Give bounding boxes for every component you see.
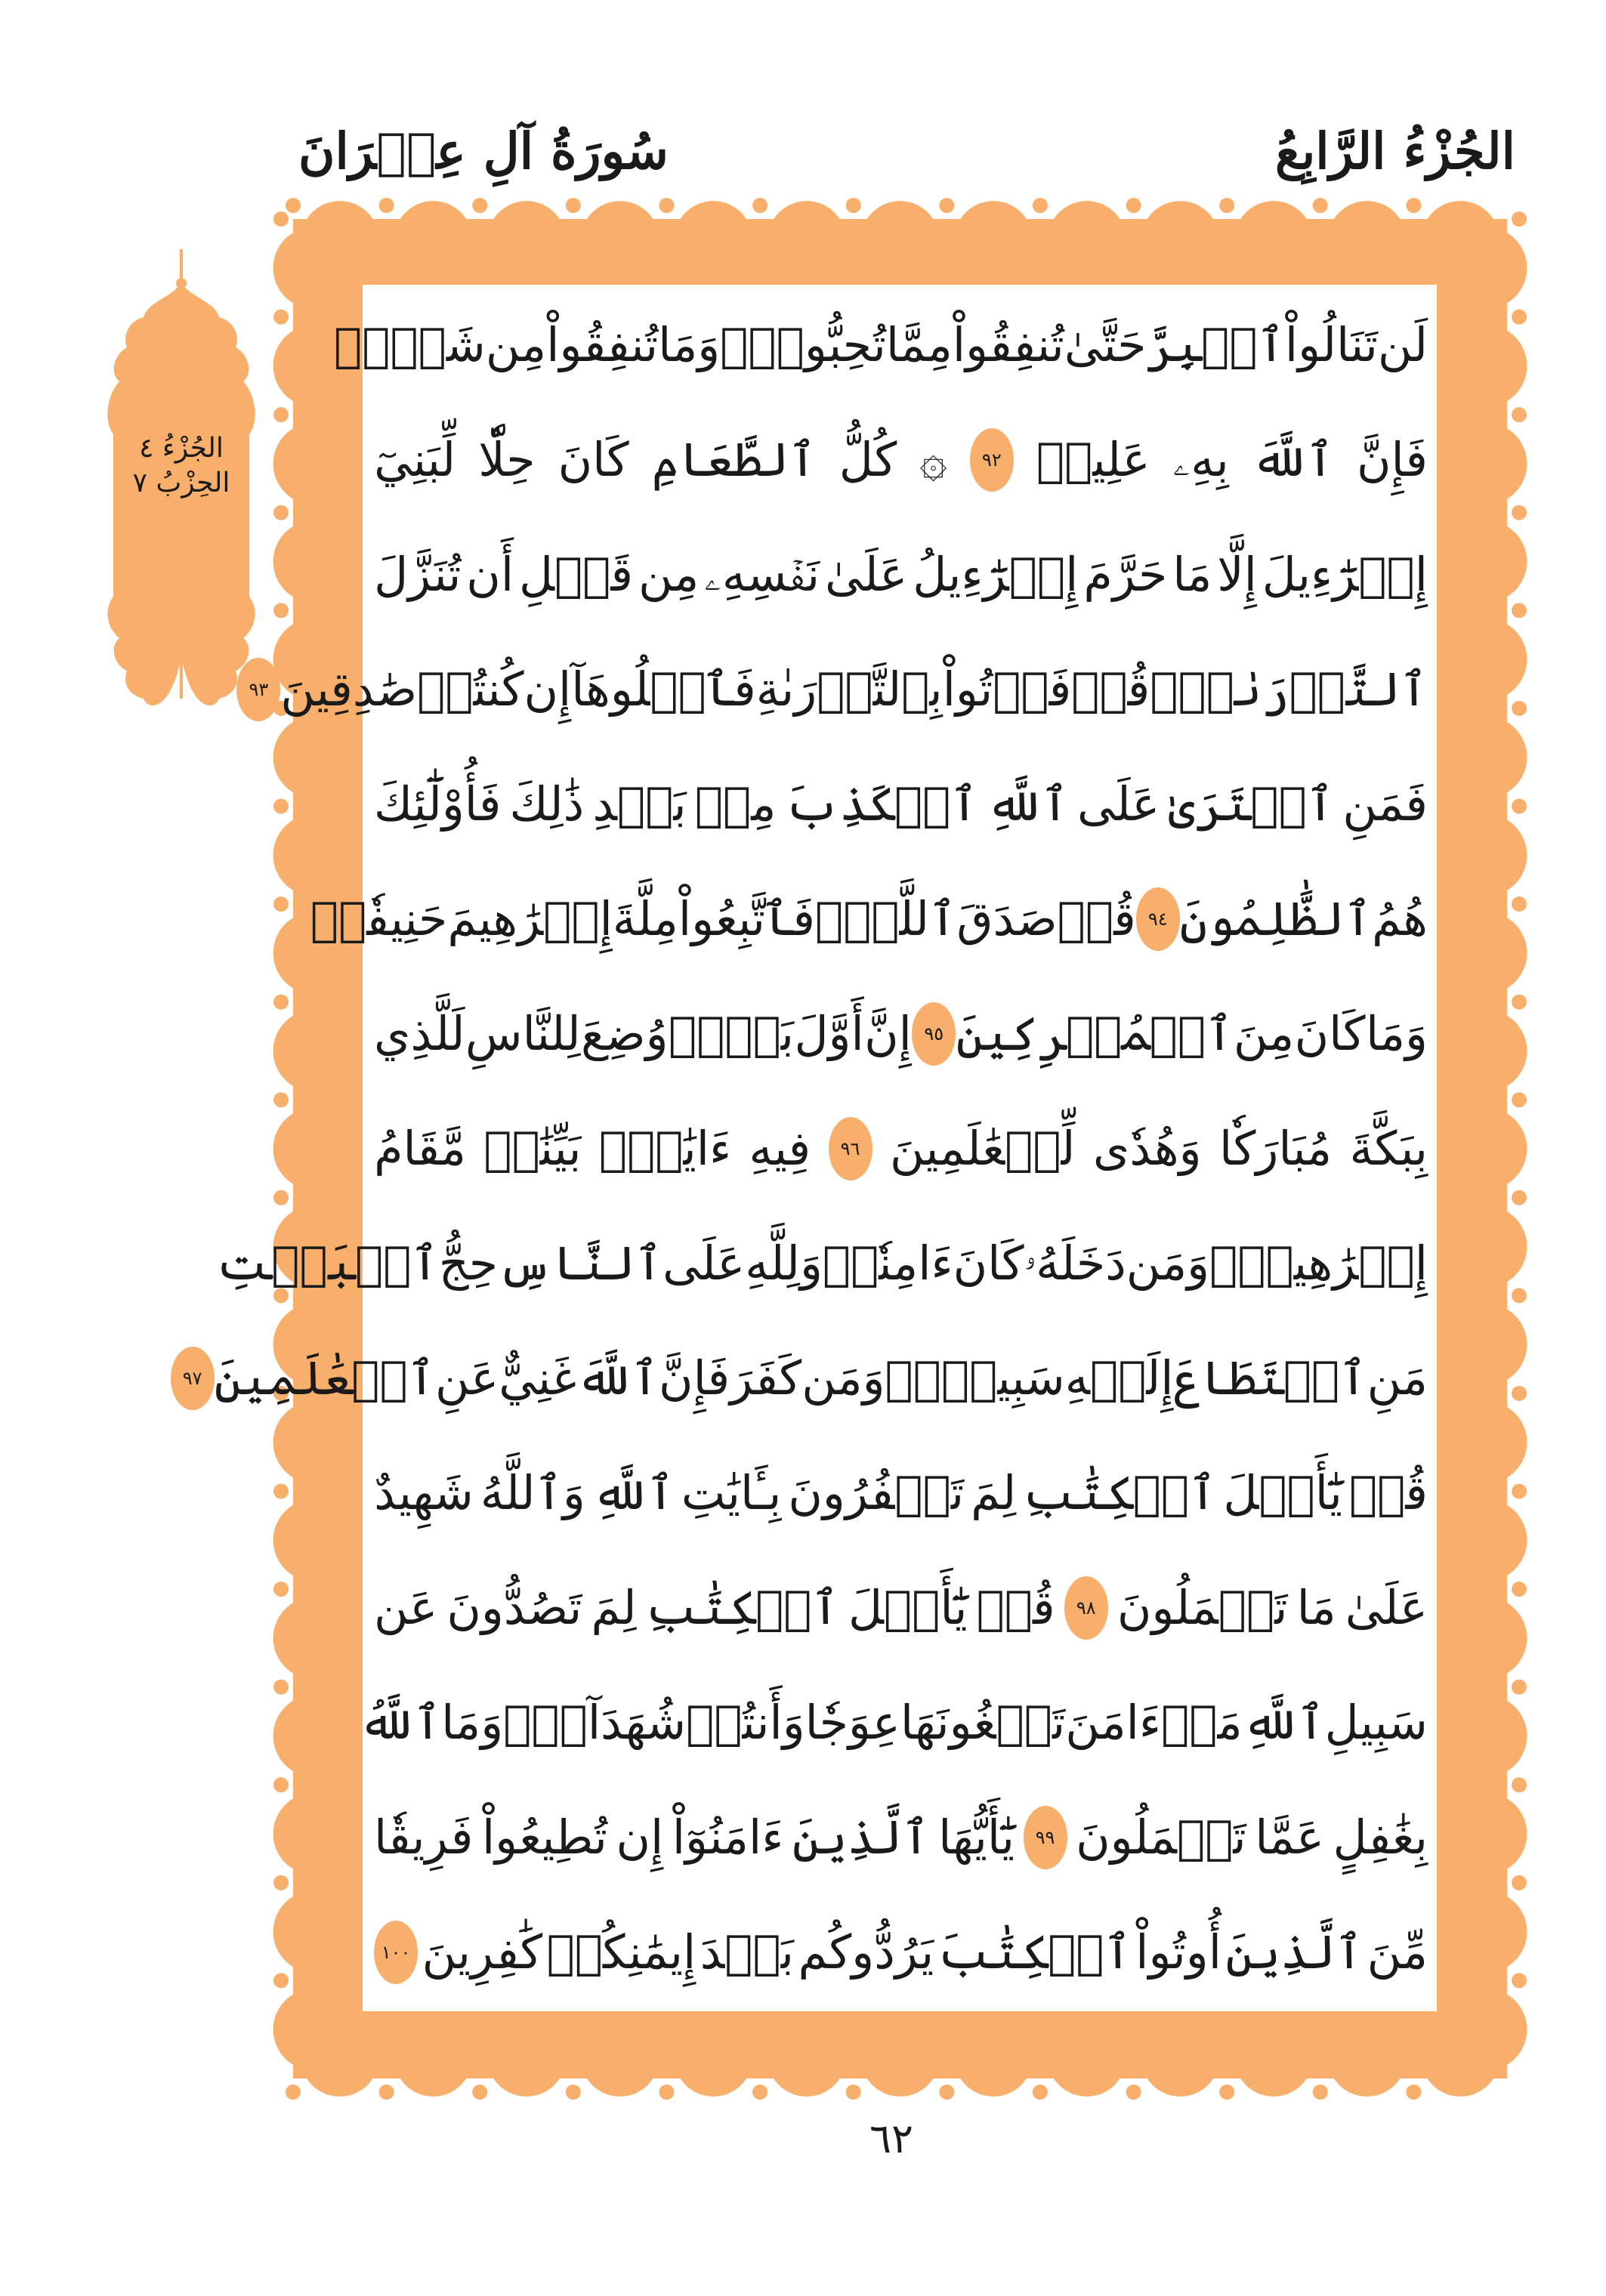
verse-word: كَانَ <box>1294 1006 1366 1061</box>
verse-word: كُلُّ <box>839 432 897 487</box>
verse-word: ٱللَّهِ <box>986 776 1069 832</box>
juz-number-label: الجُزْءُ ٤ <box>139 433 224 464</box>
verse-word: إِلَّا <box>1217 547 1257 602</box>
verse-word: شَيۡءٖ <box>334 317 486 372</box>
frame-scallop-right <box>1445 1499 1527 1582</box>
verse-word: تَبۡغُونَهَا <box>900 1695 1066 1750</box>
verse-word: إِلَيۡهِ <box>1064 1350 1174 1406</box>
frame-scallop-top <box>1328 201 1407 279</box>
frame-scallop-right <box>1445 912 1527 994</box>
frame-finial-left <box>273 1875 289 1890</box>
frame-scallop-left <box>273 1010 356 1092</box>
verse-word: ٱلۡبِرَّ <box>1146 317 1285 372</box>
frame-finial-bottom <box>939 2085 954 2100</box>
verse-word: عَلَىٰ <box>825 547 908 602</box>
verse-word: بِـَٔايَٰتِ <box>681 1465 782 1520</box>
verse-word: إِن <box>616 1810 664 1865</box>
verse-word: بِهِۦ <box>1172 432 1229 487</box>
verse-word: فَإِنَّ <box>659 1350 730 1406</box>
frame-finial-bottom <box>1126 2085 1141 2100</box>
frame-finial-right <box>1512 896 1527 912</box>
frame-scallop-bottom <box>581 2018 659 2097</box>
verse-word: غَنِيٌّ <box>499 1350 577 1406</box>
frame-scallop-bottom <box>674 2018 752 2097</box>
verse-word: لِمَ <box>591 1580 637 1635</box>
verse-word: حَرَّمَ <box>1083 547 1168 602</box>
verse-word: بَعۡدِ <box>592 776 687 832</box>
verse-word: تُحِبُّونَۚ <box>720 317 886 372</box>
verse-word: مِلَّةَ <box>612 891 678 946</box>
verse-word: ءَامَنَ <box>1065 1695 1162 1750</box>
frame-scallop-left <box>273 1597 356 1679</box>
frame-scallop-left <box>273 1108 356 1190</box>
text-line <box>374 1779 1428 1896</box>
text-line <box>374 402 1428 518</box>
verse-word: كُنتُمۡ <box>417 662 524 717</box>
verse-word: وَهُدٗى <box>1092 1121 1202 1176</box>
frame-finial-top <box>1313 198 1328 213</box>
frame-finial-left <box>273 1680 289 1695</box>
verse-word: ٱفۡتَرَىٰ <box>1168 776 1335 832</box>
frame-finial-bottom <box>846 2085 861 2100</box>
text-line <box>374 746 1428 863</box>
verse-word: ٱسۡتَطَاعَ <box>1173 1350 1367 1406</box>
text-line <box>359 1665 1428 1781</box>
verse-word: يَرُدُّوكُم <box>798 1924 934 1980</box>
verse-word: ٱللَّهُ <box>359 1695 442 1750</box>
frame-finial-bottom <box>1033 2085 1048 2100</box>
frame-finial-left <box>273 1777 289 1792</box>
hizb-number-label: الحِزْبُ ٧ <box>132 468 230 498</box>
verse-word: حِلّٗا <box>478 432 536 487</box>
text-line <box>249 631 1428 748</box>
ayah-number-marker: ٩٥ <box>912 1002 956 1066</box>
ayah-number-marker: ١٠٠ <box>374 1921 418 1984</box>
verse-word: قُلۡ <box>1057 891 1136 946</box>
verse-word: صَٰدِقِينَ <box>280 662 418 717</box>
verse-word: مُبَارَكٗا <box>1218 1121 1333 1176</box>
verse-word: ءَامَنُوٓاْ <box>672 1810 784 1865</box>
frame-scallop-top <box>861 201 940 279</box>
verse-word: سَبِيلِ <box>1324 1695 1428 1750</box>
verse-word: بَعۡدَ <box>700 1924 794 1980</box>
verse-word: حِجُّ <box>438 1236 499 1291</box>
frame-finial-bottom <box>286 2085 301 2100</box>
verse-word: أُوتُواْ <box>1135 1924 1221 1980</box>
verse-word: فَإِنَّ <box>1356 432 1428 487</box>
verse-word: فَرِيقٗا <box>374 1810 474 1865</box>
verse-word: يَٰٓأَهۡلَ <box>848 1580 968 1635</box>
verse-word: تُنفِقُواْ <box>546 317 659 372</box>
frame-scallop-top <box>487 201 566 279</box>
verse-word: ٱلتَّوۡرَىٰةُۚ <box>1150 662 1428 717</box>
verse-word: وَلِلَّهِ <box>745 1236 823 1291</box>
frame-finial-left <box>273 1092 289 1107</box>
frame-finial-bottom <box>379 2085 394 2100</box>
frame-scallop-bottom <box>954 2018 1033 2097</box>
frame-scallop-top <box>581 201 659 279</box>
verse-word: بِٱلتَّوۡرَىٰةِ <box>755 662 943 717</box>
text-line <box>374 1550 1428 1666</box>
verse-word: وَمَن <box>1126 1236 1210 1291</box>
ayah-number-marker: ٩٨ <box>1064 1576 1108 1640</box>
verse-word: إِسۡرَٰٓءِيلُ <box>913 547 1079 602</box>
verse-word: عَلَىٰ <box>1345 1580 1428 1635</box>
frame-scallop-right <box>1445 1989 1527 2071</box>
frame-finial-right <box>1512 310 1527 325</box>
frame-scallop-bottom <box>861 2018 940 2097</box>
frame-scallop-right <box>1445 1108 1527 1190</box>
frame-scallop-top <box>767 201 846 279</box>
verse-word: تَعۡمَلُونَ <box>1116 1580 1288 1635</box>
frame-finial-top <box>472 198 487 213</box>
frame-finial-top <box>939 198 954 213</box>
frame-scallop-top <box>1141 201 1219 279</box>
verse-word: ٱلۡكَذِبَ <box>784 776 978 832</box>
frame-scallop-right <box>1445 1890 1527 1973</box>
frame-scallop-right <box>1445 1304 1527 1386</box>
frame-finial-bottom <box>659 2085 674 2100</box>
frame-finial-top <box>846 198 861 213</box>
verse-word: صَدَقَ <box>956 891 1058 946</box>
frame-finial-right <box>1512 1680 1527 1695</box>
verse-word: كَفَرَ <box>730 1350 802 1406</box>
text-line <box>182 1320 1428 1437</box>
frame-scallop-right <box>1445 1793 1527 1875</box>
frame-finial-left <box>273 1973 289 1988</box>
verse-word: شُهَدَآءُۗ <box>503 1695 687 1750</box>
frame-finial-right <box>1512 1582 1527 1597</box>
verse-word: إِبۡرَٰهِيمَ <box>447 891 613 946</box>
verse-word: وَمَا <box>1365 1006 1428 1061</box>
frame-finial-top <box>1126 198 1141 213</box>
frame-scallop-top <box>1234 201 1313 279</box>
verse-word: ءَامِنٗاۗ <box>822 1236 953 1291</box>
text-line <box>374 1091 1428 1207</box>
verse-word: عَن <box>374 1580 438 1635</box>
verse-word: عِوَجٗا <box>805 1695 900 1750</box>
frame-finial-top <box>1033 198 1048 213</box>
verse-word: قُلۡ <box>1348 1465 1428 1520</box>
surah-title: سُورَةُ آلِ عِمۡرَانَ <box>298 122 669 181</box>
frame-finial-left <box>273 1484 289 1499</box>
ayah-number-marker: ٩٧ <box>171 1347 215 1410</box>
ayah-number-marker: ٩٣ <box>236 658 280 721</box>
frame-finial-left <box>273 995 289 1010</box>
frame-scallop-bottom <box>1328 2018 1407 2097</box>
frame-scallop-bottom <box>1048 2018 1126 2097</box>
verse-word: وَمَا <box>441 1695 504 1750</box>
frame-scallop-right <box>1445 716 1527 798</box>
verse-word: ٱلۡعَٰلَمِينَ <box>214 1350 436 1406</box>
verse-word: وَأَنتُمۡ <box>686 1695 805 1750</box>
verse-word: بِبَكَّةَ <box>1349 1121 1428 1176</box>
frame-scallop-right <box>1445 520 1527 603</box>
verse-word: وَمَا <box>658 317 721 372</box>
verse-word: هُمُ <box>1372 891 1428 946</box>
frame-scallop-right <box>1445 227 1527 309</box>
verse-word: وَٱللَّهُ <box>480 1465 585 1520</box>
text-line <box>216 1205 1428 1322</box>
frame-finial-right <box>1512 211 1527 227</box>
page-number: ٦٢ <box>869 2115 913 2162</box>
frame-scallop-right <box>1445 1695 1527 1777</box>
verse-word: مِن <box>485 317 547 372</box>
verse-word: يَٰٓأَهۡلَ <box>1223 1465 1342 1520</box>
frame-scallop-top <box>674 201 752 279</box>
frame-finial-top <box>566 198 581 213</box>
juz-title: الجُزْءُ الرَّابِعُ <box>1274 122 1515 181</box>
frame-scallop-bottom <box>1141 2018 1219 2097</box>
text-line <box>374 517 1428 633</box>
verse-word: فَٱتۡلُوهَآ <box>571 662 756 717</box>
verse-word: لِلنَّاسِ <box>465 1006 581 1061</box>
verse-word: حَنِيفٗاۖ <box>310 891 448 946</box>
verse-word: بِغَٰفِلٍ <box>1333 1810 1428 1865</box>
frame-finial-left <box>273 798 289 813</box>
verse-word: قُلۡ <box>1071 662 1150 717</box>
verse-word: ۞ <box>919 432 947 487</box>
verse-word: فِيهِ <box>749 1121 811 1176</box>
verse-word: تَعۡمَلُونَ <box>1076 1810 1246 1865</box>
frame-scallop-top <box>1048 201 1126 279</box>
verse-word: ٱلۡمُشۡرِكِينَ <box>956 1006 1234 1061</box>
verse-word: نَفۡسِهِۦ <box>704 547 820 602</box>
verse-word: فَأُوْلَٰٓئِكَ <box>374 776 502 832</box>
verse-word: مَنِ <box>1367 1350 1428 1406</box>
frame-scallop-bottom <box>394 2018 473 2097</box>
verse-word: ٱللَّهَ <box>576 1350 659 1406</box>
frame-finial-left <box>273 896 289 912</box>
frame-finial-top <box>1219 198 1234 213</box>
verse-word: مَا <box>1296 1580 1336 1635</box>
verse-word: لَن <box>1377 317 1428 372</box>
verse-word: ٱلظَّٰلِمُونَ <box>1179 891 1373 946</box>
verse-word: قَبۡلِ <box>519 547 634 602</box>
ayah-number-marker: ٩٦ <box>829 1117 872 1180</box>
text-line <box>374 1435 1428 1551</box>
verse-word: إِيمَٰنِكُمۡ <box>546 1924 696 1980</box>
frame-scallop-top <box>394 201 473 279</box>
verse-word: ٱللَّهُۗ <box>815 891 957 946</box>
verse-word: مَا <box>1172 547 1212 602</box>
text-line <box>310 861 1428 977</box>
frame-finial-right <box>1512 1777 1527 1792</box>
verse-word: بَيۡتٖ <box>668 1006 795 1061</box>
verse-word: لِمَ <box>971 1465 1017 1520</box>
verse-word: مَّقَامُ <box>374 1121 466 1176</box>
verse-word: إِبۡرَٰهِيمَۖ <box>1209 1236 1428 1291</box>
verse-word: تُطِيعُواْ <box>481 1810 607 1865</box>
verse-word: تَصُدُّونَ <box>446 1580 582 1635</box>
frame-finial-right <box>1512 505 1527 520</box>
frame-scallop-bottom <box>1234 2018 1313 2097</box>
frame-scallop-right <box>1445 814 1527 896</box>
frame-scallop-top <box>954 201 1033 279</box>
text-line <box>374 976 1428 1092</box>
frame-scallop-left <box>273 1890 356 1973</box>
frame-finial-top <box>1406 198 1421 213</box>
frame-scallop-right <box>1445 619 1527 701</box>
verse-word: مِن <box>638 547 700 602</box>
verse-word: مِمَّا <box>885 317 953 372</box>
verse-word: عَلَى <box>1077 776 1160 832</box>
frame-finial-bottom <box>566 2085 581 2100</box>
frame-scallop-right <box>1445 1597 1527 1679</box>
frame-scallop-left <box>273 1989 356 2071</box>
frame-finial-right <box>1512 1190 1527 1205</box>
frame-finial-right <box>1512 701 1527 716</box>
verse-word: تُنفِقُواْ <box>952 317 1064 372</box>
verse-word: لِّبَنِيٓ <box>374 432 456 487</box>
frame-finial-right <box>1512 1386 1527 1401</box>
frame-finial-bottom <box>1219 2085 1234 2100</box>
frame-scallop-right <box>1445 1205 1527 1288</box>
verse-word: ٱلَّذِينَ <box>1225 1924 1364 1980</box>
frame-finial-bottom <box>1406 2085 1421 2100</box>
verse-word: قُلۡ <box>976 1580 1055 1635</box>
verse-word: ٱللَّهِ <box>591 1465 675 1520</box>
verse-word: إِن <box>523 662 572 717</box>
verse-word: إِنَّ <box>864 1006 912 1061</box>
frame-finial-top <box>379 198 394 213</box>
verse-word: ٱلۡبَيۡتِ <box>216 1236 439 1291</box>
verse-word: عَلِيمٞ <box>1036 432 1150 487</box>
quran-text-area <box>182 287 1428 2009</box>
verse-word: ٱلۡكِتَٰبَ <box>937 1924 1132 1980</box>
verse-word: حَتَّىٰ <box>1064 317 1147 372</box>
verse-word: إِسۡرَٰٓءِيلَ <box>1262 547 1428 602</box>
verse-word: كَٰفِرِينَ <box>422 1924 543 1980</box>
frame-scallop-right <box>1445 325 1527 407</box>
frame-scallop-right <box>1445 1010 1527 1092</box>
verse-word: عَمَّا <box>1255 1810 1324 1865</box>
verse-word: ٱلطَّعَامِ <box>651 432 817 487</box>
text-line <box>334 287 1428 403</box>
verse-word: تَكۡفُرُونَ <box>788 1465 965 1520</box>
text-line <box>374 1894 1428 2011</box>
frame-finial-bottom <box>472 2085 487 2100</box>
verse-word: ٱلۡكِتَٰبِ <box>645 1580 839 1635</box>
verse-word: وَمَن <box>801 1350 885 1406</box>
verse-word: ٱللَّهَ <box>1251 432 1334 487</box>
verse-word: ٱلَّذِينَ <box>792 1810 930 1865</box>
verse-word: لَلَّذِي <box>374 1006 465 1061</box>
frame-finial-right <box>1512 995 1527 1010</box>
frame-finial-right <box>1512 798 1527 813</box>
frame-finial-bottom <box>1313 2085 1328 2100</box>
verse-word: مِّنَ <box>1367 1924 1428 1980</box>
verse-word: عَلَى <box>662 1236 746 1291</box>
frame-finial-left <box>273 1190 289 1205</box>
verse-word: لِّلۡعَٰلَمِينَ <box>889 1121 1076 1176</box>
frame-finial-right <box>1512 407 1527 422</box>
verse-word: ذَٰلِكَ <box>509 776 585 832</box>
frame-finial-right <box>1512 1875 1527 1890</box>
frame-finial-left <box>273 1582 289 1597</box>
verse-word: تَنَالُواْ <box>1284 317 1378 372</box>
verse-word: مَنۡ <box>1161 1695 1243 1750</box>
verse-word: سَبِيلٗاۚ <box>885 1350 1065 1406</box>
verse-word: تُنَزَّلَ <box>374 547 462 602</box>
verse-word: وُضِعَ <box>581 1006 669 1061</box>
verse-word: مِنۢ <box>694 776 777 832</box>
verse-word: ٱللَّهِ <box>1242 1695 1325 1750</box>
medallion-knob-bottom <box>176 652 187 662</box>
verse-word: فَأۡتُواْ <box>942 662 1072 717</box>
verse-word: فَمَنِ <box>1342 776 1428 832</box>
verse-word: ٱلنَّاسِ <box>498 1236 663 1291</box>
frame-finial-top <box>659 198 674 213</box>
frame-finial-top <box>752 198 767 213</box>
frame-scallop-left <box>273 1793 356 1875</box>
frame-scallop-right <box>1445 423 1527 505</box>
ayah-number-marker: ٩٤ <box>1136 887 1180 951</box>
verse-word: ٱلۡكِتَٰبِ <box>1023 1465 1217 1520</box>
frame-scallop-left <box>273 1499 356 1582</box>
frame-scallop-bottom <box>487 2018 566 2097</box>
frame-finial-right <box>1512 1973 1527 1988</box>
verse-word: كَانَ <box>953 1236 1024 1291</box>
medallion-knob-top <box>176 278 187 289</box>
frame-finial-right <box>1512 1484 1527 1499</box>
ayah-number-marker: ٩٩ <box>1024 1806 1067 1869</box>
verse-word: عَنِ <box>435 1350 499 1406</box>
verse-word: بَيِّنَٰتٞ <box>483 1121 582 1176</box>
ayah-number-marker: ٩٢ <box>970 428 1014 492</box>
frame-scallop-bottom <box>767 2018 846 2097</box>
verse-word: دَخَلَهُۥ <box>1024 1236 1126 1291</box>
verse-word: فَٱتَّبِعُواْ <box>678 891 815 946</box>
frame-finial-right <box>1512 603 1527 618</box>
frame-finial-right <box>1512 1288 1527 1303</box>
frame-finial-right <box>1512 1092 1527 1107</box>
verse-word: كَانَ <box>557 432 629 487</box>
frame-scallop-right <box>1445 1401 1527 1483</box>
verse-word: مِنَ <box>1233 1006 1295 1061</box>
verse-word: يَٰٓأَيُّهَا <box>938 1810 1015 1865</box>
verse-word: ءَايَٰتُۢ <box>598 1121 732 1176</box>
frame-finial-bottom <box>752 2085 767 2100</box>
verse-word: شَهِيدٌ <box>374 1465 474 1520</box>
verse-word: أَوَّلَ <box>794 1006 864 1061</box>
frame-scallop-left <box>273 1695 356 1777</box>
verse-word: أَن <box>466 547 514 602</box>
